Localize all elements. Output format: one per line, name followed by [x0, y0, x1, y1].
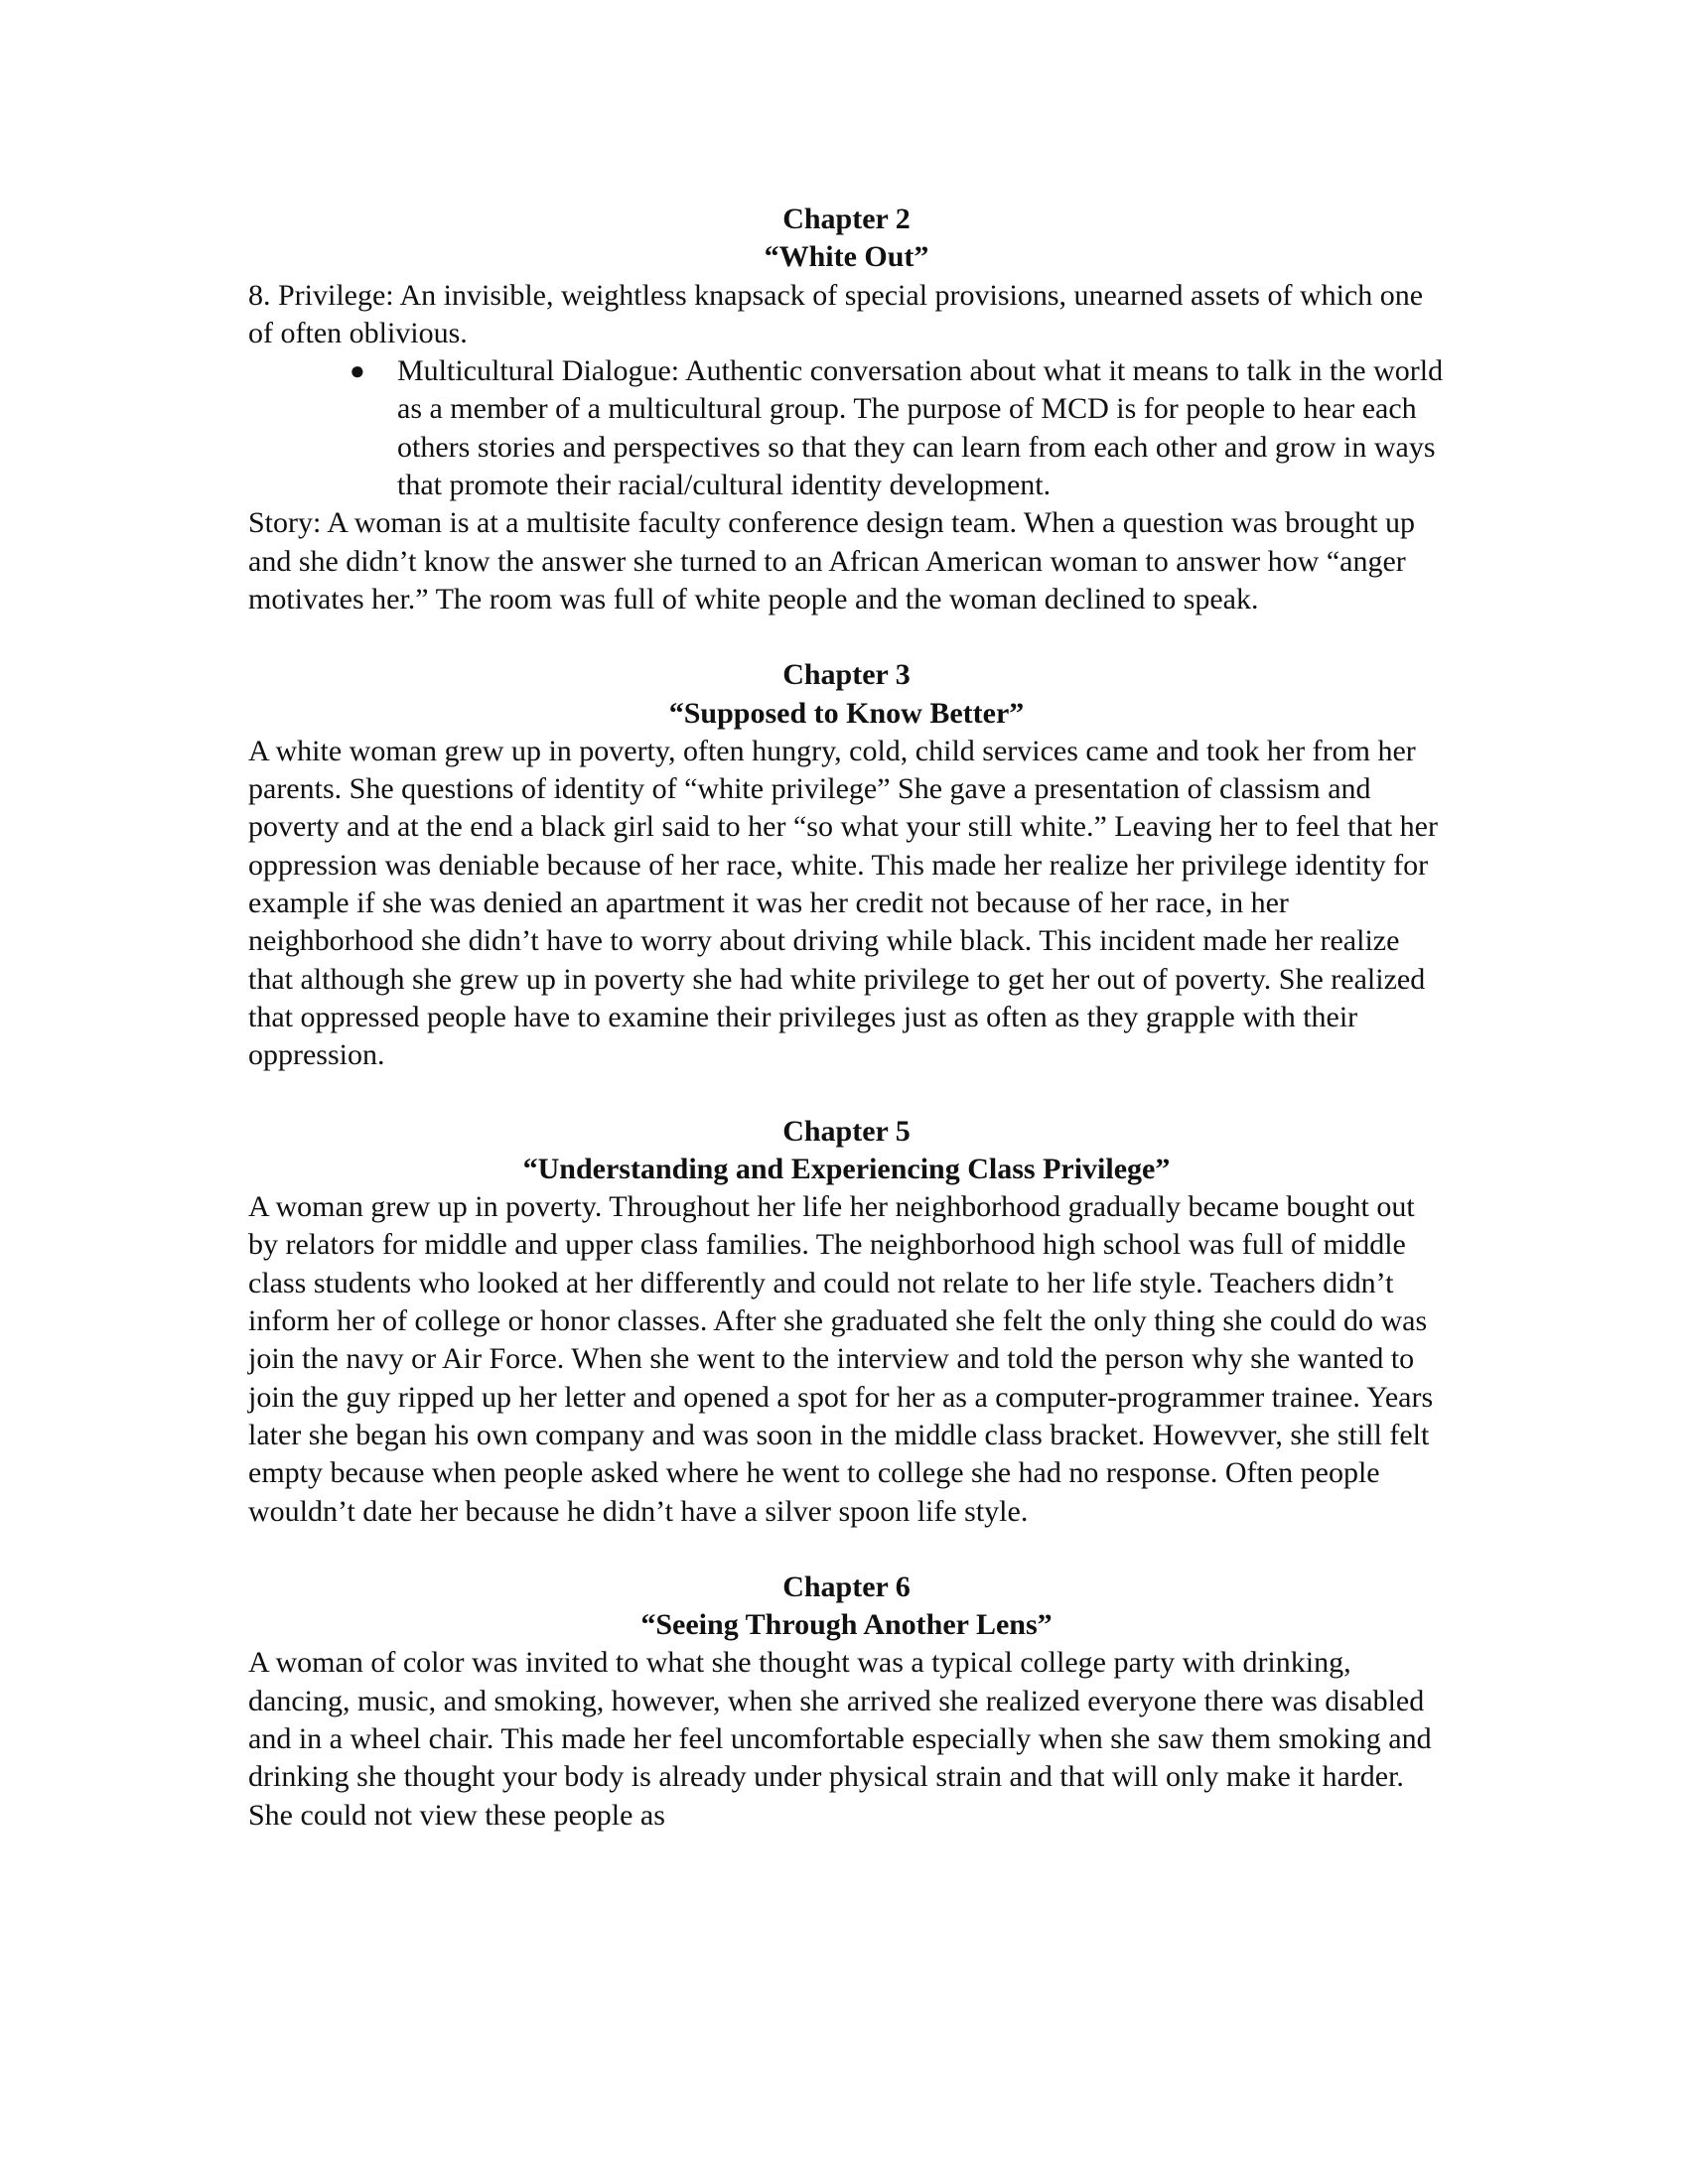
- chapter-number: Chapter 3: [782, 658, 911, 692]
- story-paragraph: Story: A woman is at a multisite faculty conference design team. When a question was brought up and she didn’t know the answer she turned to an African American woman to answer how “anger motivates her.” The room was full of white people and the woman declined to speak.: [248, 506, 1416, 615]
- chapter-paragraph: A white woman grew up in poverty, often hungry, cold, child services came and took her from her parents. She questions of identity of “white privilege” She gave a presentation of classism and poverty and at the end a black girl said to her “so what your still white.” Leaving her to feel that her oppression was deniable because of her race, white. This made her realize her privilege identity for example if she was denied an apartment it was her credit not because of her race, in her neighborhood she didn’t have to worry about driving while black. This incident made her realize that although she grew up in poverty she had white privilege to get her out of poverty. She realized that oppressed people have to examine their privileges just as often as they grapple with their oppression.: [248, 734, 1438, 1072]
- chapter-number: Chapter 6: [782, 1570, 911, 1603]
- bullet-list: [248, 352, 1445, 504]
- privilege-definition: 8. Privilege: An invisible, weightless knapsack of special provisions, unearned assets of which one of often oblivious.: [248, 278, 1424, 349]
- chapter-2-section: [248, 201, 1445, 618]
- chapter-paragraph: A woman of color was invited to what she thought was a typical college party with drinking, dancing, music, and smoking, however, when she arrived she realized everyone there was disabled and in a wheel chair. This made her feel uncomfortable especially when she saw them smoking and drinking she thought your body is already under physical strain and that will only make it harder. She could not view these people as: [248, 1646, 1432, 1832]
- chapter-3-section: [248, 656, 1445, 1074]
- chapter-number: Chapter 5: [782, 1114, 911, 1148]
- chapter-paragraph: A woman grew up in poverty. Throughout her life her neighborhood gradually became bought out by relators for middle and upper class families. The neighborhood high school was full of middle class students who looked at her differently and could not relate to her life style. Teachers didn’t inform her of college or honor classes. After she graduated she felt the only thing she could do was join the navy or Air Force. When she went to the interview and told the person why she wanted to join the guy ripped up her letter and opened a spot for her as a computer-programmer trainee. Years later she began his own company and was soon in the middle class bracket. Howevver, she still felt empty because when people asked where he went to college she had no response. Often people wouldn’t date her because he didn’t have a silver spoon life style.: [248, 1190, 1434, 1528]
- multicultural-dialogue-text: Multicultural Dialogue: Authentic conversation about what it means to talk in the world as a member of a multicultural group. The purpose of MCD is for people to hear each others stories and perspectives so that they can learn from each other and grow in ways that promote their racial/cultural identity development.: [397, 354, 1444, 502]
- document-body: [248, 201, 1445, 1835]
- chapter-title: “Seeing Through Another Lens”: [640, 1608, 1053, 1642]
- chapter-title: “Supposed to Know Better”: [668, 696, 1025, 730]
- list-item: [350, 352, 1445, 504]
- chapter-title: “Understanding and Experiencing Class Privilege”: [522, 1152, 1171, 1185]
- chapter-number: Chapter 2: [782, 203, 911, 235]
- chapter-6-section: [248, 1569, 1445, 1835]
- chapter-5-section: [248, 1113, 1445, 1531]
- bullet-icon: ●: [350, 356, 365, 386]
- chapter-title: “White Out”: [764, 240, 929, 274]
